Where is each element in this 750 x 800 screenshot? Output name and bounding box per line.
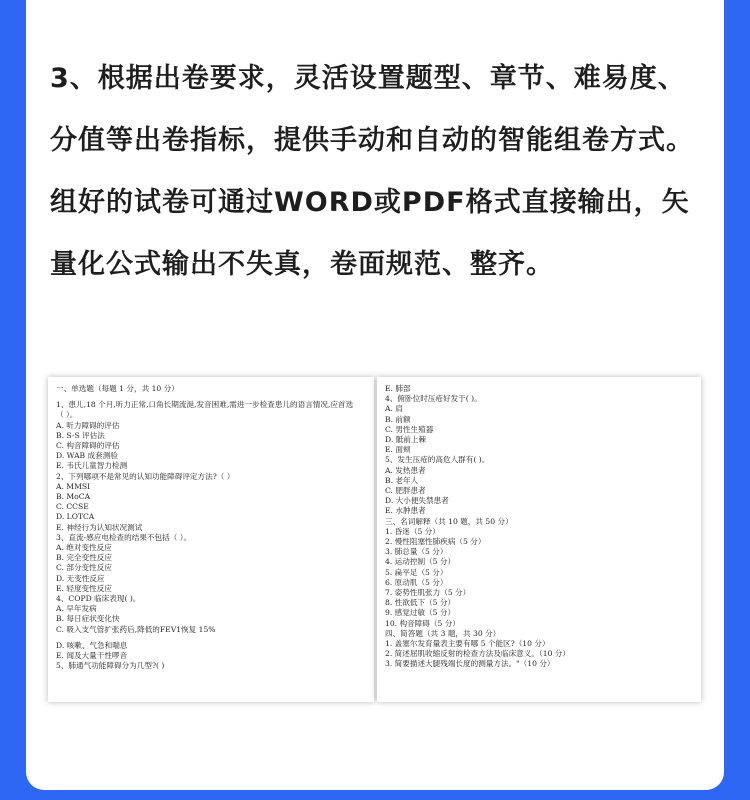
exam-line: A. 早年发病 (56, 604, 97, 614)
exam-line: A. MMSI (56, 481, 91, 491)
exam-line: E. 轻度变性反应 (56, 583, 112, 593)
exam-line: 5、发生压疮的高危人群有( )。 (385, 455, 490, 465)
exam-line: 1. 昏迷（5 分） (385, 526, 440, 536)
exam-line: D. WAB 成套测验 (56, 451, 118, 461)
exam-line: 三、名词解释（共 10 题，共 50 分） (385, 516, 513, 526)
exam-line: 四、简答题（共 3 题，共 30 分） (385, 628, 501, 638)
exam-line: A. 听力障碍的评估 (56, 420, 120, 430)
exam-line: 9. 感觉过敏（5 分） (385, 608, 456, 618)
intro-paragraph: 3、根据出卷要求，灵活设置题型、章节、难易度、分值等出卷指标，提供手动和自动的智能组卷方式。组好的试卷可通过WORD或PDF格式直接输出，矢量化公式输出不失真，卷面规范、整齐。 (50, 63, 694, 280)
exam-page-left (48, 377, 374, 702)
exam-line: 3. 肺总量（5 分） (385, 547, 448, 557)
exam-line: D. 咳嗽、气急和喘息 (56, 640, 128, 650)
exam-line: 8. 性欲低下（5 分） (385, 598, 456, 608)
exam-line: 2. 慢性阻塞性肺疾病（5 分） (385, 537, 486, 547)
exam-line: 1. 盖塞尔发育量表主要有哪 5 个能区?（10 分） (385, 639, 550, 649)
exam-line: 1、患儿,18 个月,听力正常,口角长期流涎,发音困难,需进一步检查患儿的语言情况,应首选 (56, 400, 354, 410)
exam-line: B. 完全变性反应 (56, 553, 112, 563)
exam-line: 4、COPD 临床表现( )。 (56, 594, 141, 604)
exam-line: C. 部分变性反应 (56, 563, 112, 573)
exam-line: 4、俯卧位时压疮好发于( )。 (385, 394, 482, 404)
content-card (26, 0, 724, 790)
exam-line: B. 前额 (385, 414, 411, 424)
exam-line: C. 肥胖患者 (385, 486, 426, 496)
exam-page-right (377, 377, 701, 702)
exam-line: E. 韦氏儿童智力检测 (56, 461, 128, 471)
exam-line: D. 大小便失禁患者 (385, 496, 449, 506)
exam-line: 6. 原动肌（5 分） (385, 577, 448, 587)
exam-line: 5、肺通气功能障碍分为几型?( ) (56, 661, 165, 671)
exam-line: 5. 扁平足（5 分） (385, 567, 448, 577)
exam-line: 3. 简要描述大腿残端长度的测量方法。"（10 分） (385, 659, 555, 669)
exam-line: C. 吸入支气管扩张药后,降低的FEV1恢复 15% (56, 624, 216, 634)
exam-line: E. 神经行为认知状况测试 (56, 522, 143, 532)
exam-line: D. 无变性反应 (56, 573, 105, 583)
exam-line: C. CCSE (56, 502, 89, 512)
exam-line: 2. 简述屈肌收缩反射的检查方法及临床意义。（10 分） (385, 649, 570, 659)
exam-line: E. 肺部 (385, 384, 411, 393)
exam-line: 10. 构音障碍（5 分） (385, 618, 460, 628)
exam-line: D. 骶前上棘 (385, 435, 427, 445)
exam-line: （ ）。 (56, 410, 78, 420)
exam-line: A. 绝对变性反应 (56, 543, 112, 553)
exam-line: E. 面颊 (385, 445, 411, 455)
exam-line: A. 发热患者 (385, 465, 426, 475)
exam-line: C. 构音障碍的评估 (56, 441, 120, 451)
exam-line: E. 水肿患者 (385, 506, 426, 516)
exam-line: C. 男性生殖器 (385, 424, 434, 434)
exam-line: 3、直流-感应电检查的结果不包括（ ）。 (56, 532, 192, 542)
exam-line: B. S-S 评估法 (56, 430, 105, 440)
exam-line: D. LOTCA (56, 512, 95, 522)
exam-line: E. 闻及大量干性啰音 (56, 651, 128, 661)
exam-line: 7. 姿势性肌张力（5 分） (385, 588, 471, 598)
exam-line: 4. 运动控制（5 分） (385, 557, 456, 567)
exam-line: B. MoCA (56, 492, 91, 502)
exam-line: A. 肩 (385, 404, 403, 414)
exam-line: 2、下列哪项不是常见的认知功能障碍评定方法?（ ） (56, 471, 235, 481)
exam-line: B. 老年人 (385, 475, 419, 485)
exam-line: B. 每日症状变化快 (56, 614, 120, 624)
exam-line: 一、单选题（每题 1 分，共 10 分） (56, 384, 179, 393)
